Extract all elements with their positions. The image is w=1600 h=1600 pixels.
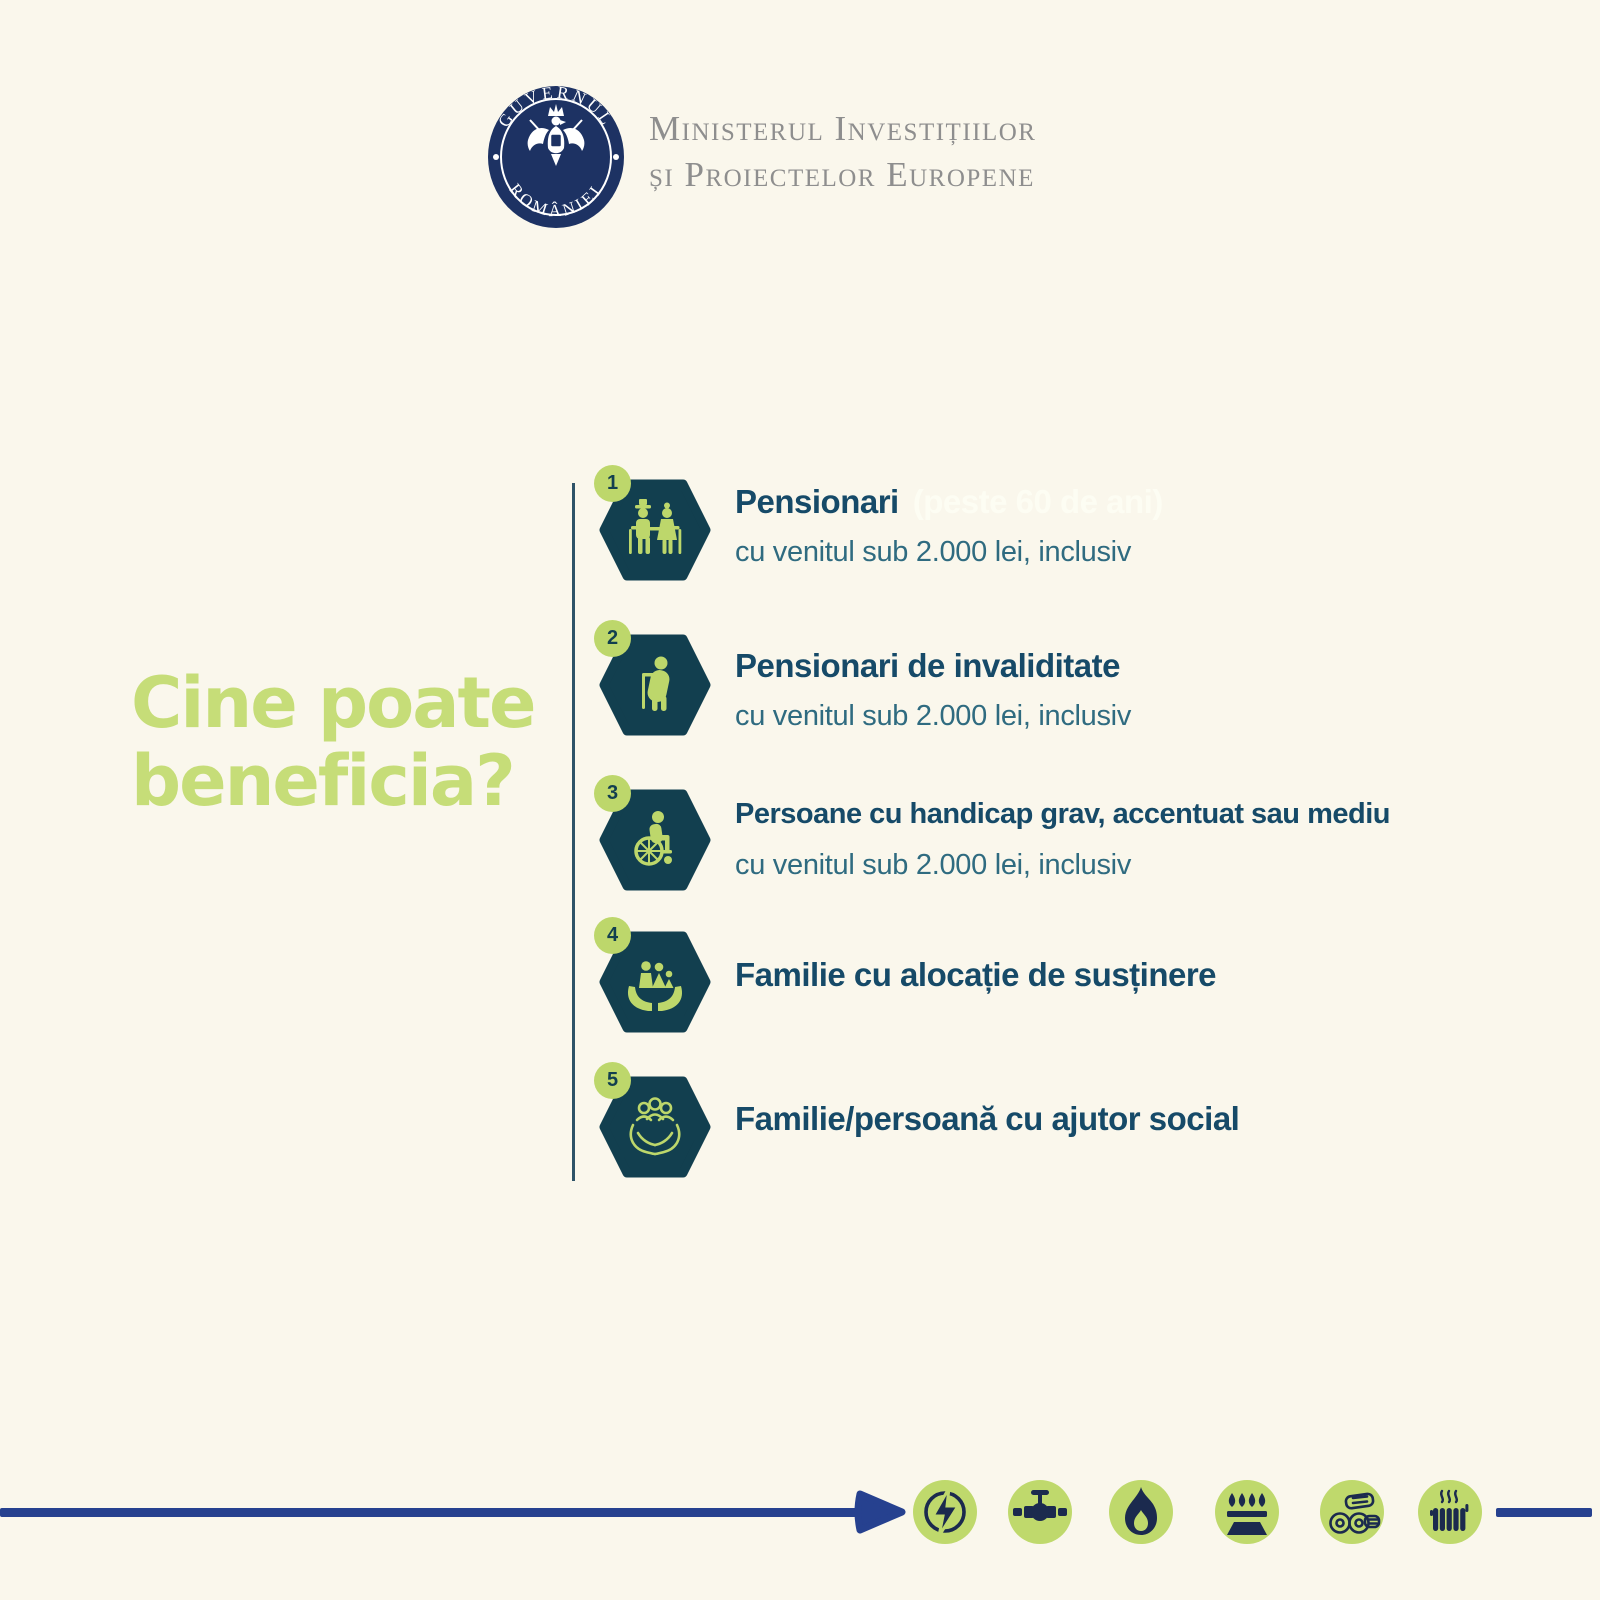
footer-line-left: [0, 1508, 858, 1517]
radiator-icon: [1418, 1480, 1482, 1544]
hands-holding-family-icon: [598, 924, 712, 1034]
item-title-suffix: (peste 60 de ani): [912, 483, 1163, 520]
elderly-couple-icon: [598, 472, 712, 582]
arrow-right-icon: [854, 1488, 908, 1536]
gas-pipeline-valve-icon: [1008, 1480, 1072, 1544]
vertical-divider: [572, 483, 575, 1181]
item-title: Pensionari de invaliditate: [735, 647, 1120, 684]
item-number-badge: 1: [594, 465, 631, 502]
firewood-icon: [1320, 1480, 1384, 1544]
page-title: [131, 664, 534, 820]
item-title: Familie/persoană cu ajutor social: [735, 1100, 1240, 1137]
electricity-icon: [913, 1480, 977, 1544]
beneficiary-item-5: [598, 1069, 1548, 1187]
beneficiary-item-3: [598, 782, 1548, 900]
beneficiary-item-1: [598, 472, 1548, 590]
footer-line-right: [1496, 1508, 1592, 1517]
guvernul-romaniei-seal-icon: [486, 84, 627, 231]
item-subtitle: cu venitul sub 2.000 lei, inclusiv: [735, 849, 1132, 881]
item-title: Pensionari (peste 60 de ani): [735, 483, 1163, 520]
item-subtitle: cu venitul sub 2.000 lei, inclusiv: [735, 536, 1132, 568]
ministry-name: [649, 106, 1036, 198]
page-title-line1: Cine poate: [131, 662, 535, 744]
item-title: Persoane cu handicap grav, accentuat sau mediu: [735, 798, 1390, 830]
elderly-person-with-cane-icon: [598, 627, 712, 737]
item-number-badge: 3: [594, 775, 631, 812]
beneficiary-item-2: [598, 627, 1548, 745]
item-number-badge: 2: [594, 620, 631, 657]
item-number-badge: 5: [594, 1062, 631, 1099]
gas-flame-icon: [1109, 1480, 1173, 1544]
item-number-badge: 4: [594, 917, 631, 954]
svg-text:GUVERNUL: GUVERNUL: [494, 84, 618, 131]
hands-holding-people-icon: [598, 1069, 712, 1179]
svg-text:ROMÂNIEI: ROMÂNIEI: [505, 179, 607, 221]
item-title: Familie cu alocație de susținere: [735, 956, 1217, 993]
item-subtitle: cu venitul sub 2.000 lei, inclusiv: [735, 700, 1132, 732]
wheelchair-person-icon: [598, 782, 712, 892]
beneficiary-item-4: [598, 924, 1548, 1042]
gas-burner-icon: [1215, 1480, 1279, 1544]
ministry-name-line1: Ministerul Investițiilor: [649, 109, 1037, 148]
ministry-name-line2: și Proiectelor Europene: [649, 155, 1035, 194]
page-title-line2: beneficia?: [131, 740, 514, 822]
